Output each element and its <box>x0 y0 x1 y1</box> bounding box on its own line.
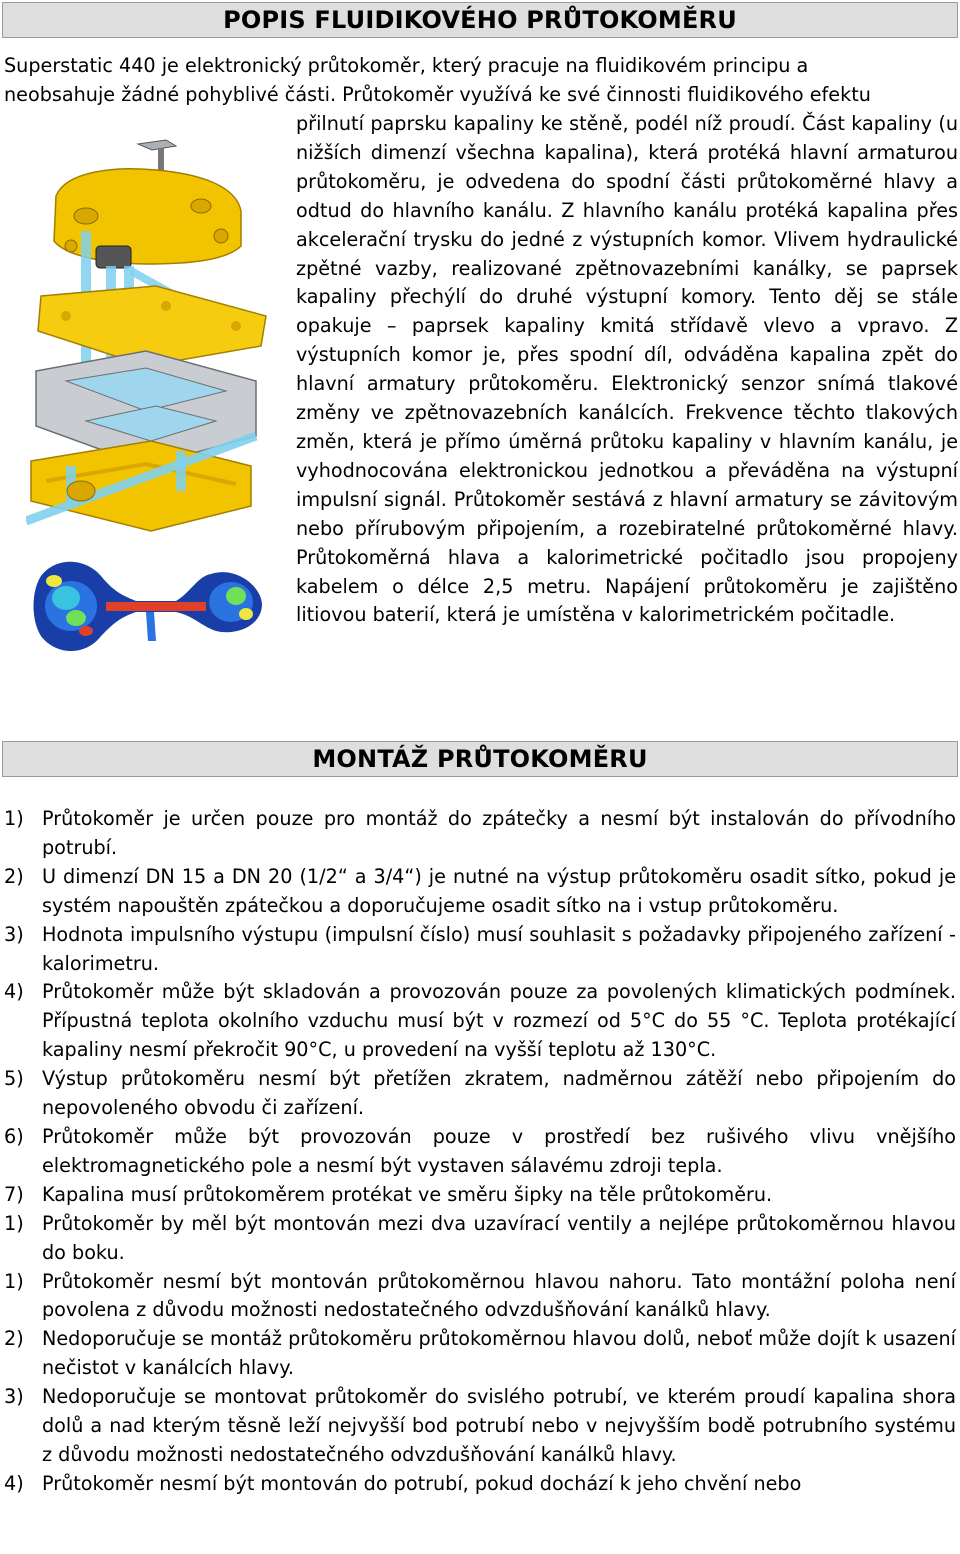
description-paragraph: přilnutí paprsku kapaliny ke stěně, podél níž proudí. Část kapaliny (u nižších dimenzí všechna kapalina), která protéká hlavní armaturou průtokoměru, je odvedena do spodní části průtokoměrné hlavy a odtud do hlavního kanálu. Z hlavního kanálu protéká kapalina přes akcelerační trysku do jedné z výstupních komor. Vlivem hydraulické zpětné vazby, realizované zpětnovazebními kanálky, se paprsek kapaliny přechýlí do druhé výstupní komory. Tento děj se stále opakuje – paprsek kapaliny kmitá střídavě vlevo a vpravo. Z výstupních komor je, přes spodní díl, odváděna kapalina zpět do hlavní armatury průtokoměru. Elektronický senzor snímá tlakové změny ve zpětnovazebních kanálcích. Frekvence těchto tlakových změn, která je přímo úměrná průtoku kapaliny v hlavním kanálu, je vyhodnocována elektronickou jednotkou a převáděna na výstupní impulsní signál. Průtokoměr sestává z hlavní armatury se závitovým nebo přírubovým připojením, a rozebiratelné průtokoměrné hlavy. Průtokoměrná hlava a kalorimetrické počitadlo jsou propojeny kabelem o délce 2,5 metru. Napájení průtokoměru je zajištěno litiovou baterií, která je umístěna v kalorimetrickém počitadle. <box>296 112 958 627</box>
list-item: 4) Průtokoměr nesmí být montován do potrubí, pokud dochází k jeho chvění nebo <box>4 1471 802 1495</box>
list-item: 1) Průtokoměr nesmí být montován průtokoměrnou hlavou nahoru. Tato montážní poloha není povolena z důvodu možnosti nedostatečného odvzdušňování kanálků hlavy. <box>4 1269 956 1322</box>
list-item: 2) U dimenzí DN 15 a DN 20 (1/2“ a 3/4“) je nutné na výstup průtokoměru osadit sítko, pokud je systém napouštěn zpátečkou a doporučujeme osadit sítko na i vstup průtokoměru. <box>4 864 956 917</box>
section-title: MONTÁŽ PRŮTOKOMĚRU <box>312 745 648 773</box>
section-title: POPIS FLUIDIKOVÉHO PRŮTOKOMĚRU <box>223 6 737 34</box>
list-item: 3) Nedoporučuje se montovat průtokoměr do svislého potrubí, ve kterém proudí kapalina shora dolů a nad kterým těsně leží nejvyšší bod potrubí nebo v nejvyšším bodě potrubního systému z důvodu možnosti nedostatečného odvzdušňování kanálků hlavy. <box>4 1385 956 1466</box>
list-item: 7) Kapalina musí průtokoměrem protékat ve směru šipky na těle průtokoměru. <box>4 1182 773 1206</box>
flowmeter-illustration <box>26 136 276 696</box>
section-header-montaz <box>2 741 958 777</box>
flowmeter-exploded-view-icon <box>26 136 276 696</box>
list-item: 1) Průtokoměr je určen pouze pro montáž do zpátečky a nesmí být instalován do přívodního potrubí. <box>4 807 956 859</box>
list-item: 1) Průtokoměr by měl být montován mezi dva uzavírací ventily a nejlépe průtokoměrnou hlavou do boku. <box>4 1211 956 1264</box>
intro-line-2: neobsahuje žádné pohyblivé části. Průtokoměr využívá ke své činnosti fluidikového efektu <box>4 83 871 106</box>
installation-list <box>4 805 956 1499</box>
cfd-simulation-icon <box>34 562 263 651</box>
intro-line-1: Superstatic 440 je elektronický průtokoměr, který pracuje na fluidikovém principu a <box>4 54 809 77</box>
list-item: 4) Průtokoměr může být skladován a provozován pouze za povolených klimatických podmínek. Přípustná teplota okolního vzduchu musí být v rozmezí od 5°C do 55 °C. Teplota protékající kapaliny nesmí překročit 90°C, u provedení na vyšší teplotu až 130°C. <box>4 980 956 1062</box>
list-item: 5) Výstup průtokoměru nesmí být přetížen zkratem, nadměrnou zátěží nebo připojením do nepovoleného obvodu či zařízení. <box>4 1067 956 1120</box>
list-item: 2) Nedoporučuje se montáž průtokoměru průtokoměrnou hlavou dolů, neboť může dojít k usazení nečistot v kanálcích hlavy. <box>4 1327 956 1380</box>
list-item: 3) Hodnota impulsního výstupu (impulsní číslo) musí souhlasit s požadavky připojeného zařízení - kalorimetru. <box>4 922 956 975</box>
list-item: 6) Průtokoměr může být provozován pouze v prostředí bez rušivého vlivu vnějšího elektromagnetického pole a nesmí být vystaven sálavému zdroji tepla. <box>4 1124 956 1177</box>
section-header-popis <box>2 2 958 38</box>
